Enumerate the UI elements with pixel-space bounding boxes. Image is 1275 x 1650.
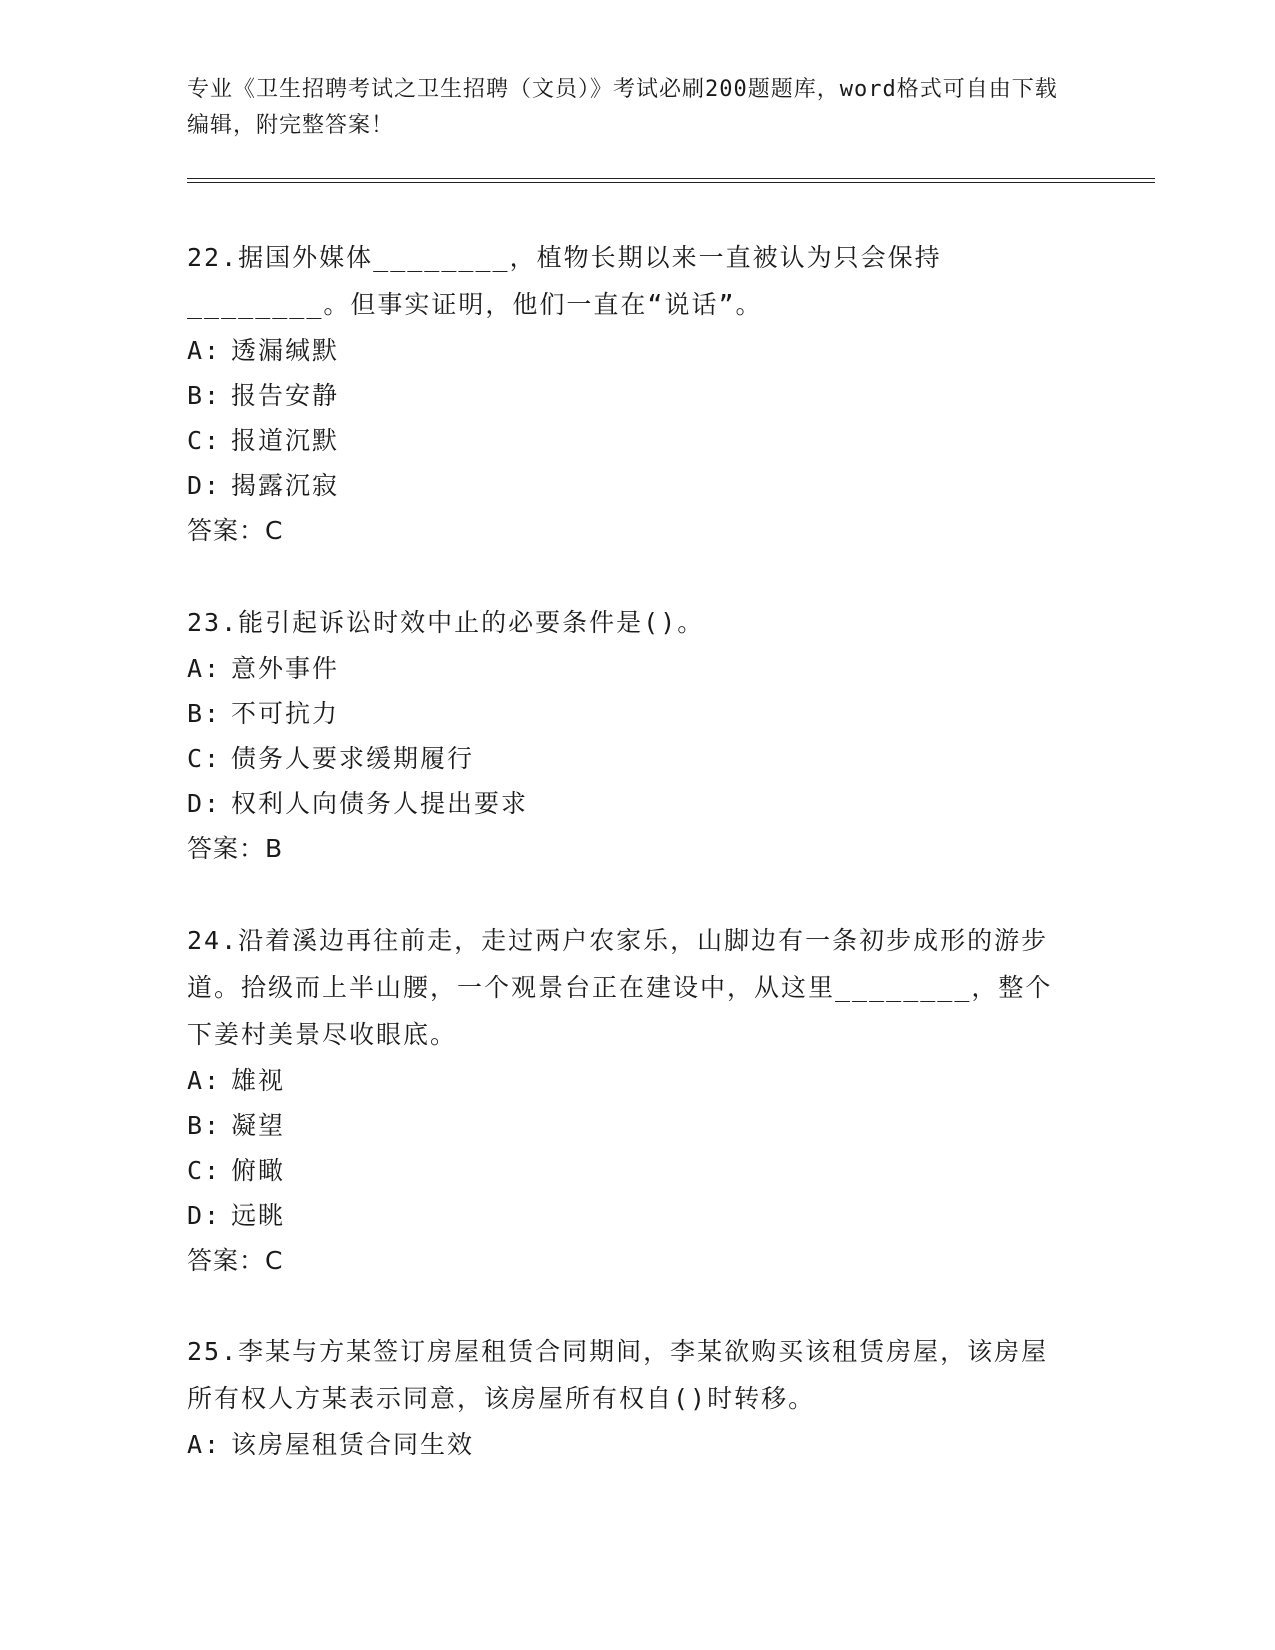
- option-key: A:: [187, 1066, 222, 1095]
- answer: 答案：C: [187, 1246, 284, 1275]
- option-c: [187, 736, 1067, 781]
- option-key: C:: [187, 1156, 222, 1185]
- question-25: [187, 1328, 1067, 1467]
- option-text: 报道沉默: [231, 426, 340, 455]
- option-key: C:: [187, 426, 222, 455]
- question-stem: 23.能引起诉讼时效中止的必要条件是()。: [187, 608, 705, 637]
- option-d: [187, 781, 1067, 826]
- option-text: 雄视: [231, 1066, 286, 1095]
- option-text: 债务人要求缓期履行: [231, 744, 475, 773]
- option-text: 报告安静: [231, 381, 340, 410]
- option-c: [187, 1148, 1067, 1193]
- option-d: [187, 1193, 1067, 1238]
- option-key: A:: [187, 1430, 222, 1459]
- answer: 答案：C: [187, 516, 284, 545]
- option-a: [187, 328, 1067, 373]
- option-b: [187, 373, 1067, 418]
- option-key: A:: [187, 654, 222, 683]
- header-divider-bottom: [187, 182, 1155, 183]
- option-c: [187, 418, 1067, 463]
- option-key: D:: [187, 1201, 222, 1230]
- document-header: 专业《卫生招聘考试之卫生招聘（文员）》考试必刷200题题库，word格式可自由下载编辑，附完整答案！: [187, 77, 1058, 138]
- option-text: 俯瞰: [231, 1156, 286, 1185]
- option-key: B:: [187, 1111, 222, 1140]
- question-stem: 24.沿着溪边再往前走，走过两户农家乐，山脚边有一条初步成形的游步道。拾级而上半山腰，一个观景台正在建设中，从这里________，整个下姜村美景尽收眼底。: [187, 926, 1053, 1049]
- option-text: 意外事件: [231, 654, 340, 683]
- option-key: D:: [187, 789, 222, 818]
- option-d: [187, 463, 1067, 508]
- option-b: [187, 1103, 1067, 1148]
- option-text: 透漏缄默: [231, 336, 340, 365]
- option-text: 该房屋租赁合同生效: [231, 1430, 475, 1459]
- option-key: B:: [187, 699, 222, 728]
- option-a: [187, 1058, 1067, 1103]
- option-a: [187, 646, 1067, 691]
- option-key: C:: [187, 744, 222, 773]
- question-stem: 22.据国外媒体________，植物长期以来一直被认为只会保持________。但事实证明，他们一直在“说话”。: [187, 243, 942, 319]
- question-24: [187, 917, 1067, 1284]
- option-text: 揭露沉寂: [231, 471, 340, 500]
- option-text: 不可抗力: [231, 699, 340, 728]
- option-a: [187, 1422, 1067, 1467]
- option-key: A:: [187, 336, 222, 365]
- answer: 答案：B: [187, 834, 284, 863]
- option-text: 凝望: [231, 1111, 286, 1140]
- question-23: [187, 599, 1067, 872]
- option-b: [187, 691, 1067, 736]
- question-22: [187, 234, 1067, 554]
- option-text: 远眺: [231, 1201, 286, 1230]
- option-text: 权利人向债务人提出要求: [231, 789, 529, 818]
- header-divider-top: [187, 178, 1155, 179]
- question-stem: 25.李某与方某签订房屋租赁合同期间，李某欲购买该租赁房屋，该房屋所有权人方某表示同意，该房屋所有权自()时转移。: [187, 1337, 1049, 1413]
- option-key: D:: [187, 471, 222, 500]
- option-key: B:: [187, 381, 222, 410]
